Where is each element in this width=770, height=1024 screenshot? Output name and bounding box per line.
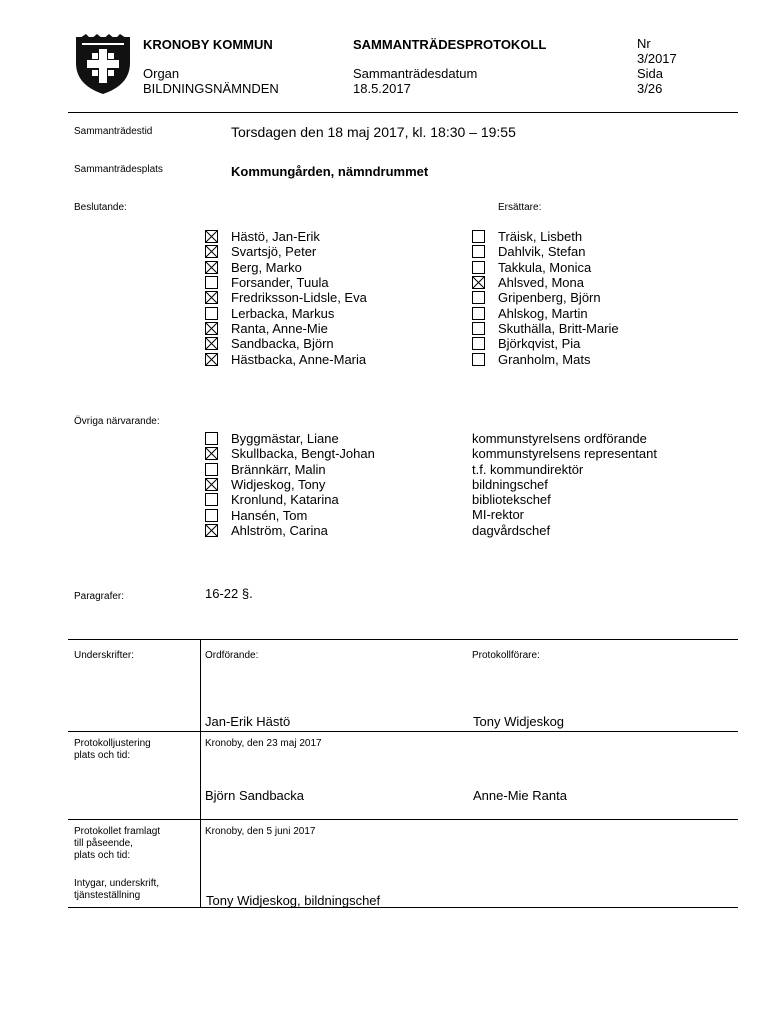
other-attendee-row [205, 507, 375, 522]
checkbox-unchecked [472, 322, 485, 335]
other-attendee-row [205, 462, 375, 477]
adjustment-top-border [68, 731, 738, 732]
secretary-label: Protokollförare: [472, 650, 540, 661]
document-type-title: SAMMANTRÄDESPROTOKOLL [353, 37, 547, 52]
decider-row [205, 260, 367, 275]
checkbox-unchecked [472, 337, 485, 350]
organ-label: Organ [143, 66, 180, 81]
substitute-name: Granholm, Mats [498, 351, 591, 367]
attendee-role: kommunstyrelsens ordförande [472, 431, 647, 446]
deciders-list [205, 229, 367, 367]
checkbox-cross-icon [206, 246, 217, 257]
checkbox-checked [205, 478, 218, 491]
decider-row [205, 275, 367, 290]
decider-name: Fredriksson-Lidsle, Eva [231, 290, 367, 306]
substitute-row [472, 260, 619, 275]
secretary-name: Tony Widjeskog [473, 714, 565, 729]
adjustment-label-line2: plats och tid: [74, 750, 131, 761]
publication-label-line2: till påseende, [74, 838, 133, 849]
substitute-row [472, 351, 619, 366]
attendee-role: bildningschef [472, 476, 548, 492]
checkbox-cross-icon [206, 354, 217, 365]
other-attendee-row [205, 431, 375, 446]
page-value: 3/26 [637, 81, 663, 96]
checkbox-checked [205, 230, 218, 243]
substitute-name: Takkula, Monica [498, 259, 592, 275]
adjustment-label-line1: Protokolljustering [74, 738, 151, 749]
substitute-row [472, 229, 619, 244]
substitute-row [472, 321, 619, 336]
decider-name: Sandbacka, Björn [231, 336, 334, 352]
checkbox-unchecked [472, 261, 485, 274]
crest-shield-icon [74, 33, 132, 95]
substitute-row [472, 244, 619, 259]
other-attendee-name: Hansén, Tom [231, 507, 308, 523]
chair-name: Jan-Erik Hästö [205, 714, 291, 729]
roles-list [472, 431, 657, 538]
publication-label [74, 826, 160, 862]
checkbox-unchecked [205, 432, 218, 445]
paragraphs-value: 16-22 §. [205, 586, 253, 601]
adjuster1-name: Björn Sandbacka [205, 788, 305, 803]
decider-row [205, 244, 367, 259]
certifier-name: Tony Widjeskog, bildningschef [206, 893, 381, 908]
checkbox-cross-icon [206, 525, 217, 536]
substitute-name: Ahlskog, Martin [498, 305, 588, 321]
checkbox-unchecked [472, 245, 485, 258]
substitute-row [472, 290, 619, 305]
municipality-crest-logo [74, 33, 132, 95]
decider-name: Hästö, Jan-Erik [231, 229, 320, 245]
decider-row [205, 229, 367, 244]
checkbox-unchecked [205, 307, 218, 320]
substitute-row [472, 336, 619, 351]
other-attendee-name: Widjeskog, Tony [231, 477, 326, 493]
adjustment-place-time: Kronoby, den 23 maj 2017 [205, 738, 322, 749]
adjuster2-name: Anne-Mie Ranta [473, 788, 567, 803]
other-attendee-row [205, 446, 375, 461]
signatures-column-divider [200, 639, 201, 907]
certification-label-line2: tjänsteställning [74, 890, 141, 901]
meeting-place-value: Kommungården, nämndrummet [231, 164, 429, 179]
signatures-label: Underskrifter: [74, 650, 135, 661]
checkbox-cross-icon [206, 231, 217, 242]
decider-name: Ranta, Anne-Mie [231, 320, 328, 336]
meeting-time-label: Sammanträdestid [74, 126, 153, 137]
decider-row [205, 351, 367, 366]
substitutes-label: Ersättare: [498, 202, 542, 213]
decider-name: Lerbacka, Markus [231, 305, 335, 321]
decider-row [205, 336, 367, 351]
decider-name: Forsander, Tuula [231, 275, 329, 291]
deciders-label: Beslutande: [74, 202, 127, 213]
other-attendee-name: Brännkärr, Malin [231, 461, 326, 477]
other-attendee-row [205, 477, 375, 492]
substitute-row [472, 275, 619, 290]
checkbox-unchecked [205, 509, 218, 522]
checkbox-cross-icon [206, 448, 217, 459]
header-divider [68, 112, 738, 113]
checkbox-cross-icon [206, 262, 217, 273]
others-label: Övriga närvarande: [74, 416, 160, 427]
substitute-name: Björkqvist, Pia [498, 336, 581, 352]
substitute-name: Skuthälla, Britt-Marie [498, 320, 619, 336]
substitutes-list [472, 229, 619, 367]
page-label: Sida [637, 66, 664, 81]
checkbox-checked [205, 322, 218, 335]
decider-name: Hästbacka, Anne-Maria [231, 351, 367, 367]
checkbox-checked [205, 524, 218, 537]
document-bottom-border [68, 907, 738, 908]
attendee-role: MI-rektor [472, 507, 524, 523]
checkbox-unchecked [472, 353, 485, 366]
checkbox-unchecked [205, 493, 218, 506]
checkbox-checked [205, 447, 218, 460]
certification-label [74, 878, 159, 902]
checkbox-unchecked [472, 307, 485, 320]
organ-value: BILDNINGSNÄMNDEN [143, 81, 279, 96]
decider-row [205, 290, 367, 305]
other-attendee-row [205, 523, 375, 538]
publication-top-border [68, 819, 738, 820]
checkbox-cross-icon [206, 292, 217, 303]
checkbox-cross-icon [206, 479, 217, 490]
other-attendee-name: Kronlund, Katarina [231, 492, 339, 508]
checkbox-unchecked [205, 276, 218, 289]
substitute-name: Träisk, Lisbeth [498, 229, 583, 245]
publication-place-time: Kronoby, den 5 juni 2017 [205, 826, 316, 837]
checkbox-cross-icon [206, 338, 217, 349]
decider-row [205, 321, 367, 336]
checkbox-checked [205, 337, 218, 350]
decider-row [205, 305, 367, 320]
signatures-top-border [68, 639, 738, 640]
attendee-role: kommunstyrelsens representant [472, 446, 657, 462]
others-list [205, 431, 375, 538]
meeting-place-label: Sammanträdesplats [74, 164, 163, 175]
number-label: Nr [637, 36, 651, 51]
checkbox-unchecked [472, 291, 485, 304]
adjustment-label [74, 738, 151, 762]
other-attendee-name: Skullbacka, Bengt-Johan [231, 446, 375, 462]
substitute-name: Gripenberg, Björn [498, 290, 601, 306]
attendee-role: dagvårdschef [472, 522, 551, 538]
checkbox-cross-icon [206, 323, 217, 334]
chair-label: Ordförande: [205, 650, 259, 661]
substitute-name: Dahlvik, Stefan [498, 244, 586, 260]
checkbox-checked [205, 291, 218, 304]
meeting-date-label: Sammanträdesdatum [353, 66, 478, 81]
publication-label-line3: plats och tid: [74, 850, 131, 861]
substitute-name: Ahlsved, Mona [498, 275, 584, 291]
attendee-role: t.f. kommundirektör [472, 461, 584, 477]
other-attendee-name: Ahlström, Carina [231, 522, 328, 538]
decider-name: Svartsjö, Peter [231, 244, 317, 260]
checkbox-checked [205, 245, 218, 258]
certification-label-line1: Intygar, underskrift, [74, 878, 160, 889]
checkbox-unchecked [472, 230, 485, 243]
checkbox-checked [205, 261, 218, 274]
checkbox-checked [205, 353, 218, 366]
meeting-time-value: Torsdagen den 18 maj 2017, kl. 18:30 – 19:55 [231, 124, 516, 140]
meeting-date-value: 18.5.2017 [353, 81, 411, 96]
checkbox-cross-icon [473, 277, 484, 288]
substitute-row [472, 305, 619, 320]
municipality-name: KRONOBY KOMMUN [143, 37, 273, 52]
checkbox-checked [472, 276, 485, 289]
checkbox-unchecked [205, 463, 218, 476]
publication-label-line1: Protokollet framlagt [74, 826, 161, 837]
attendee-role: bibliotekschef [472, 492, 551, 508]
decider-name: Berg, Marko [231, 259, 302, 275]
other-attendee-row [205, 492, 375, 507]
paragraphs-label: Paragrafer: [74, 591, 125, 602]
number-value: 3/2017 [637, 51, 677, 66]
other-attendee-name: Byggmästar, Liane [231, 431, 339, 447]
